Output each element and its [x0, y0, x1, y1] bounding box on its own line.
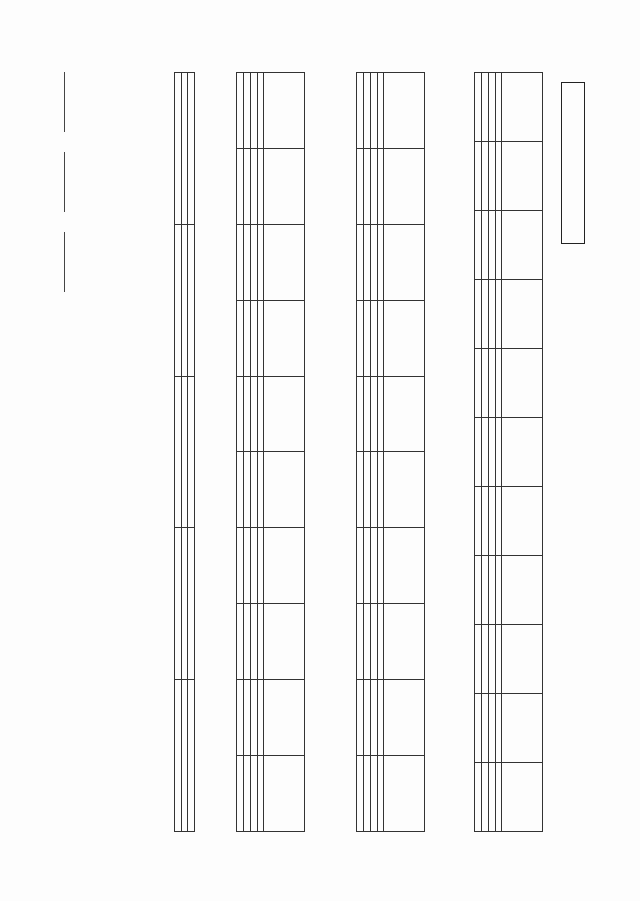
section-3-table — [236, 72, 305, 832]
section-1-table — [474, 72, 543, 832]
formula-box — [561, 82, 585, 244]
signature-line — [64, 232, 65, 292]
footer-notes — [95, 72, 155, 832]
signature-line — [64, 72, 65, 132]
rotated-form-content — [13, 12, 625, 890]
section-4-table — [174, 72, 195, 832]
signature-line — [64, 152, 65, 212]
section-2-table — [356, 72, 425, 832]
